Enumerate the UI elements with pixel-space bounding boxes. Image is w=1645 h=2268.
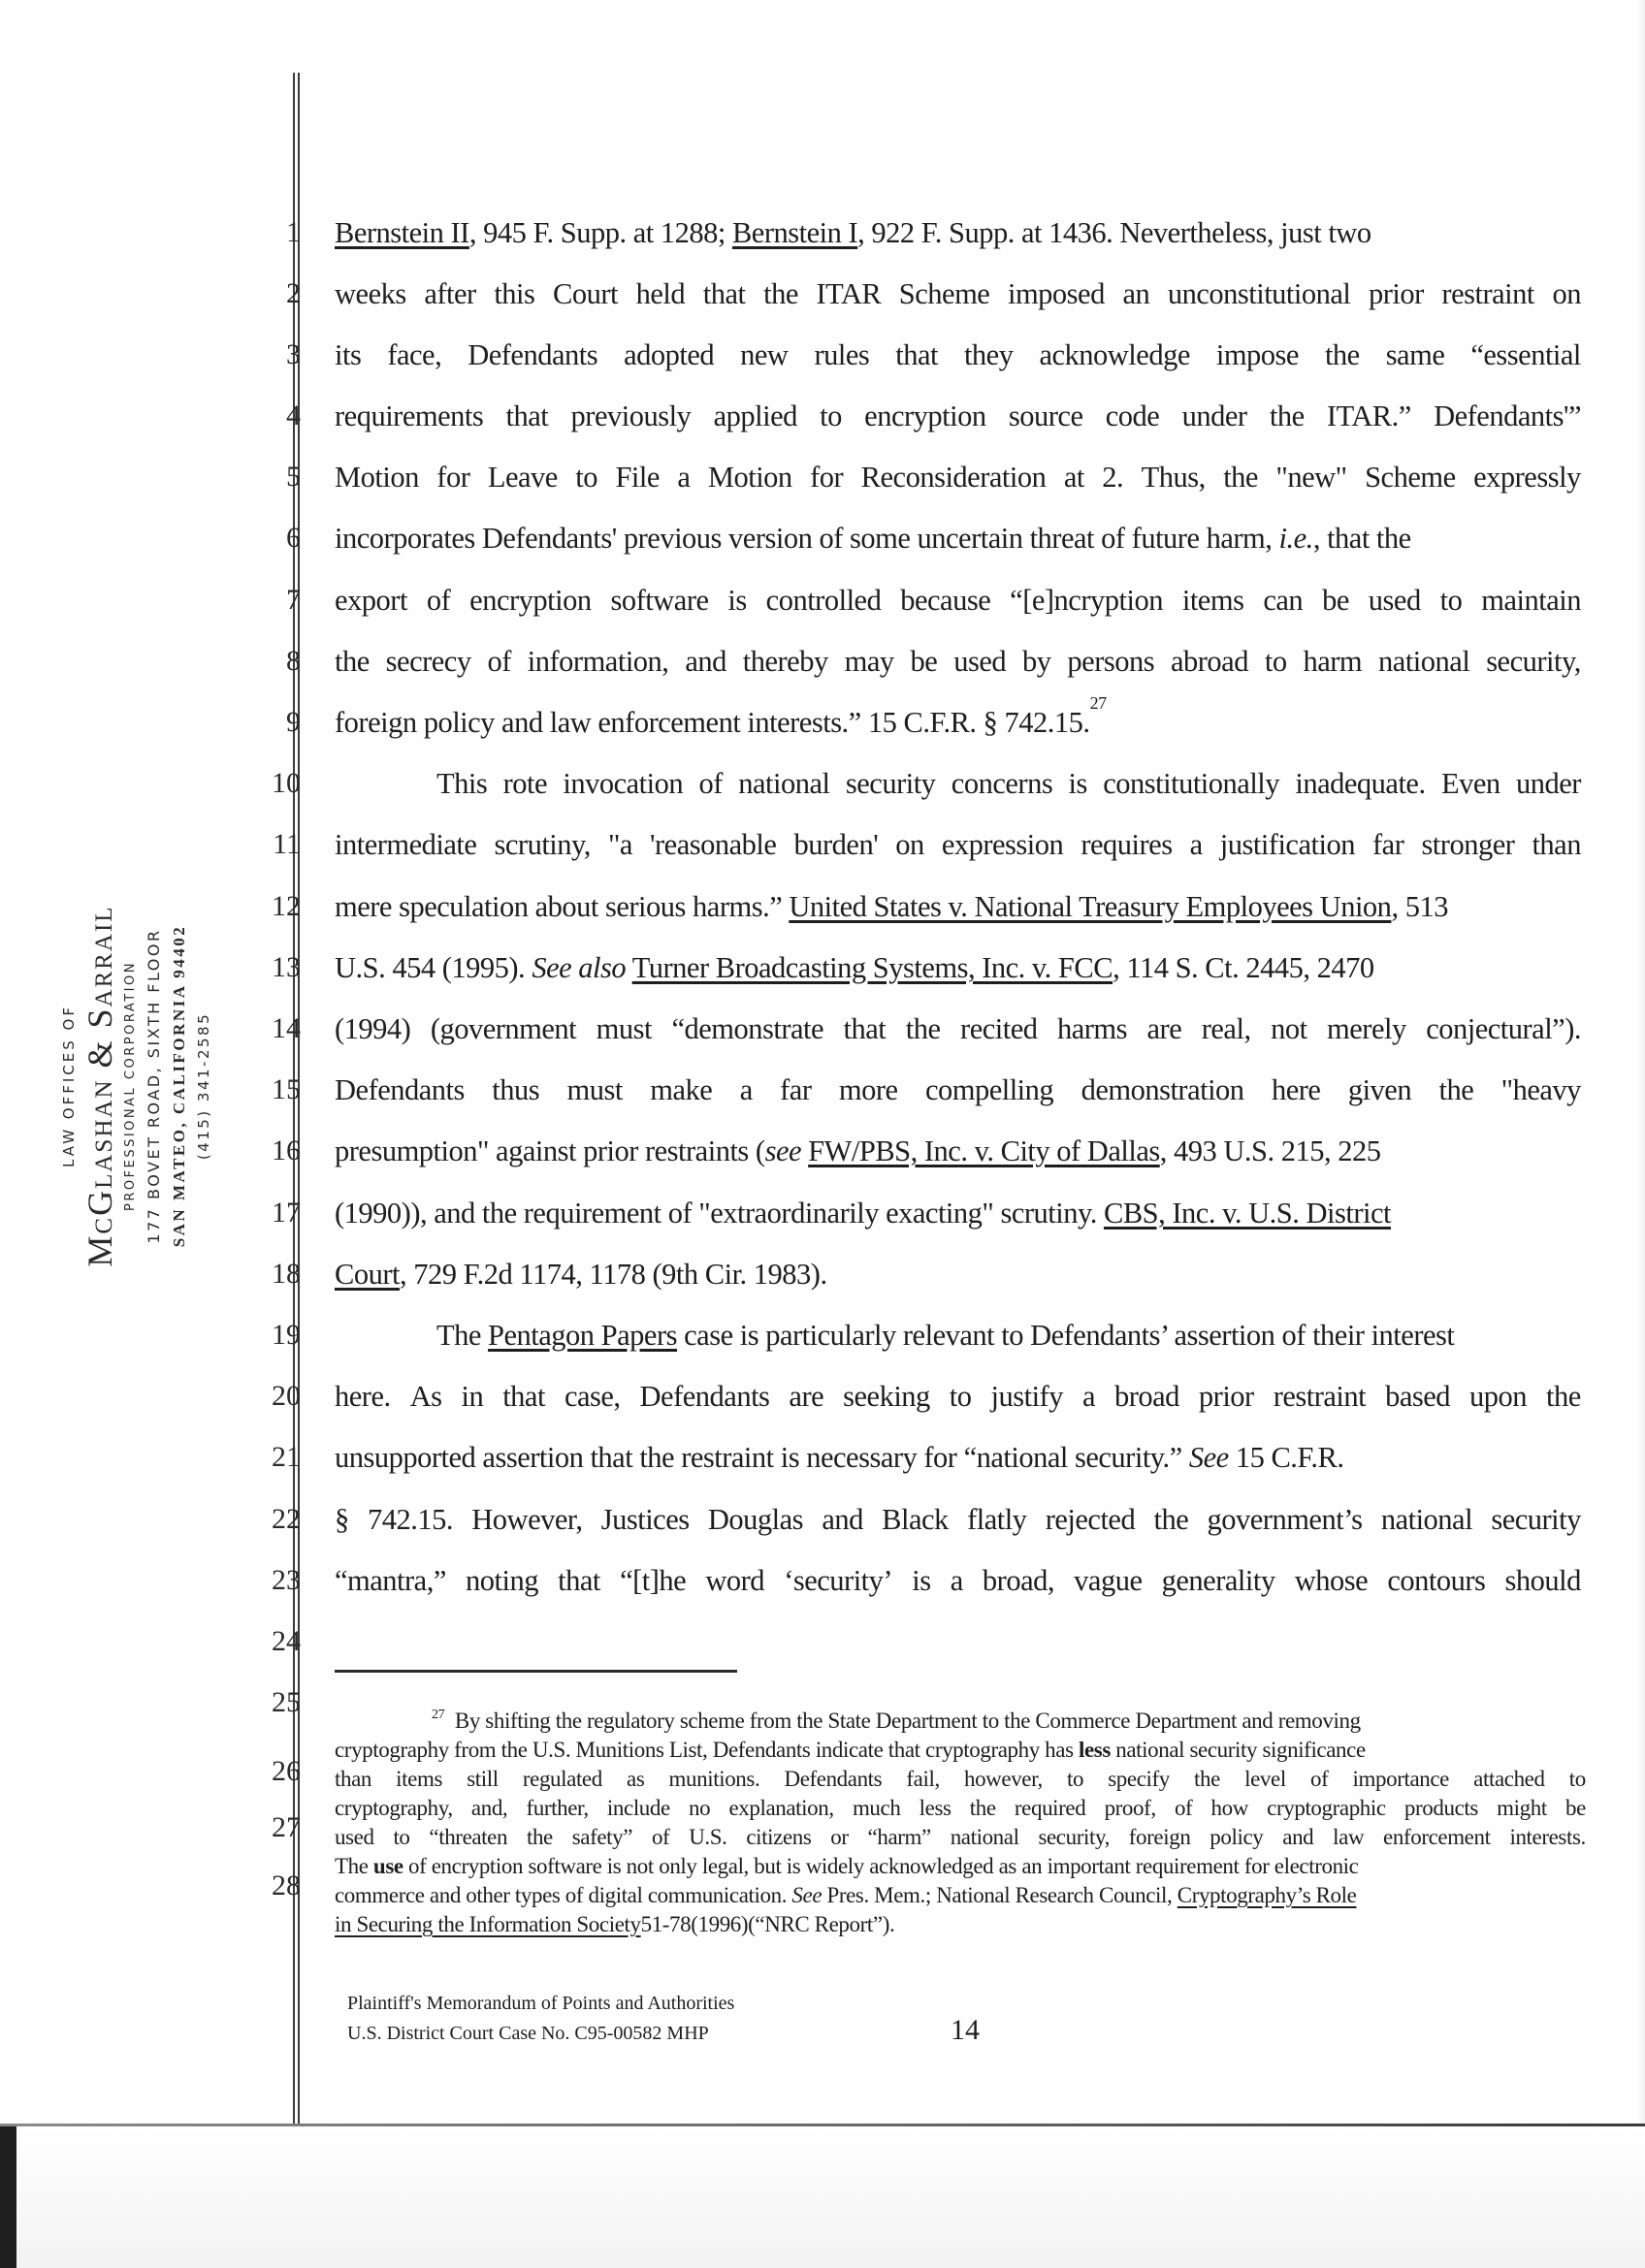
citation-bernstein-ii: Bernstein II	[335, 216, 469, 249]
text-line-9: foreign policy and law enforcement interests.” 15 C.F.R. § 742.15. 27	[335, 703, 1581, 742]
line-number: 21	[272, 1441, 301, 1473]
line-number: 6	[286, 522, 301, 554]
line-number: 26	[272, 1755, 301, 1787]
text-line-11: intermediate scrutiny, "a 'reasonable burden' on expression requires a justification far stronger than	[335, 828, 1581, 861]
line-number: 2	[286, 277, 301, 309]
citation-fwpbs: FW/PBS, Inc. v. City of Dallas	[808, 1134, 1160, 1167]
line-number: 20	[272, 1380, 301, 1412]
text-line-5: Motion for Leave to File a Motion for Reconsideration at 2. Thus, the "new" Scheme expressly	[335, 461, 1581, 494]
line-number: 5	[286, 461, 301, 493]
line-number: 25	[272, 1686, 301, 1718]
letterhead-law-offices: LAW OFFICES OF	[60, 1005, 78, 1167]
line-number: 10	[272, 767, 301, 799]
page-edge-shadow	[1637, 0, 1645, 2124]
footnote-line-7: commerce and other types of digital communication. See Pres. Mem.; National Research Council, Cryptography’s Role	[335, 1883, 1357, 1907]
scanner-border	[0, 2126, 16, 2268]
text-line-20: here. As in that case, Defendants are seeking to justify a broad prior restraint based upon the	[335, 1380, 1581, 1413]
line-number: 12	[272, 890, 301, 922]
line-number: 15	[272, 1073, 301, 1105]
letterhead-city: SAN MATEO, CALIFORNIA 94402	[170, 924, 188, 1248]
text-line-19: The Pentagon Papers case is particularly relevant to Defendants’ assertion of their interest	[436, 1319, 1455, 1352]
line-number: 24	[272, 1625, 301, 1657]
line-number: 28	[272, 1869, 301, 1901]
footnote-line-2: cryptography from the U.S. Munitions List, Defendants indicate that cryptography has less national security significance	[335, 1738, 1366, 1762]
line-number: 4	[286, 399, 301, 431]
citation-nrc-report-cont: in Securing the Information Society	[335, 1912, 641, 1936]
citation-nteu: United States v. National Treasury Employees Union	[789, 890, 1392, 923]
line-number: 11	[273, 828, 301, 860]
text-line-8: the secrecy of information, and thereby may be used by persons abroad to harm national security,	[335, 645, 1581, 678]
line-number: 17	[272, 1197, 301, 1229]
line-number: 19	[272, 1319, 301, 1351]
text-line-23: “mantra,” noting that “[t]he word ‘security’ is a broad, vague generality whose contours should	[335, 1564, 1581, 1597]
footnote-separator	[335, 1670, 737, 1673]
text-line-1: Bernstein II, 945 F. Supp. at 1288; Bernstein I, 922 F. Supp. at 1436. Nevertheless, just two	[335, 216, 1371, 249]
line-number: 3	[286, 338, 301, 370]
footnote-line-1: $^{27}$ By shifting the regulatory scheme from the State Department to the Commerce Department and removing	[432, 1708, 1361, 1733]
text-line-12: mere speculation about serious harms.” United States v. National Treasury Employees Union, 513	[335, 890, 1448, 923]
text-line-6: incorporates Defendants' previous version of some uncertain threat of future harm, i.e., that the	[335, 522, 1411, 555]
footnote-number: 27	[432, 1708, 445, 1722]
text-line-2: weeks after this Court held that the ITAR Scheme imposed an unconstitutional prior restraint on	[335, 277, 1581, 310]
line-number: 22	[272, 1503, 301, 1535]
letterhead-corporation: PROFESSIONAL CORPORATION	[123, 961, 138, 1211]
line-number: 18	[272, 1258, 301, 1290]
text-line-16: presumption" against prior restraints (see FW/PBS, Inc. v. City of Dallas, 493 U.S. 215, 225	[335, 1134, 1381, 1167]
line-number: 13	[272, 951, 301, 983]
text-line-7: export of encryption software is controlled because “[e]ncryption items can be used to maintain	[335, 584, 1581, 617]
line-number: 7	[286, 584, 301, 616]
line-number: 14	[272, 1012, 301, 1044]
text-line-3: its face, Defendants adopted new rules that they acknowledge impose the same “essential	[335, 338, 1581, 371]
citation-pentagon-papers: Pentagon Papers	[488, 1319, 677, 1352]
footnote-line-5: used to “threaten the safety” of U.S. citizens or “harm” national security, foreign policy and law enforcement interests.	[335, 1825, 1586, 1849]
text-line-17: (1990)), and the requirement of "extraordinarily exacting" scrutiny. CBS, Inc. v. U.S. District	[335, 1197, 1391, 1230]
letterhead-phone: (415) 341-2585	[195, 1011, 212, 1161]
text-line-4: requirements that previously applied to encryption source code under the ITAR.” Defendants'”	[335, 399, 1581, 432]
footnote-line-4: cryptography, and, further, include no explanation, much less the required proof, of how cryptographic products might be	[335, 1796, 1586, 1820]
citation-bernstein-i: Bernstein I	[731, 216, 858, 249]
footer-case-number: U.S. District Court Case No. C95-00582 MHP	[347, 2023, 709, 2044]
text-line-21: unsupported assertion that the restraint is necessary for “national security.” See 15 C.F.R.	[335, 1441, 1344, 1474]
text-line-15: Defendants thus must make a far more compelling demonstration here given the "heavy	[335, 1073, 1581, 1106]
scan-background	[16, 2126, 1645, 2268]
footnote-line-3: than items still regulated as munitions. Defendants fail, however, to specify the level of importance attached to	[335, 1767, 1586, 1791]
line-number: 27	[272, 1811, 301, 1843]
citation-nrc-report: Cryptography’s Role	[1177, 1883, 1357, 1907]
letterhead-address: 177 BOVET ROAD, SIXTH FLOOR	[145, 928, 163, 1244]
footnote-ref-27[interactable]: 27	[1089, 693, 1107, 713]
firm-letterhead	[58, 853, 242, 1319]
text-line-10: This rote invocation of national security concerns is constitutionally inadequate. Even under	[436, 767, 1581, 800]
footnote-line-6: The use of encryption software is not only legal, but is widely acknowledged as an important requirement for electronic	[335, 1854, 1359, 1878]
letterhead-firm-name: McGlashan & Sarrail	[81, 905, 119, 1267]
line-number: 23	[272, 1564, 301, 1596]
line-number: 1	[286, 216, 301, 248]
citation-cbs: CBS, Inc. v. U.S. District	[1104, 1197, 1391, 1230]
line-number: 9	[286, 706, 301, 738]
footnote-line-8: in Securing the Information Society 51-78(1996)(“NRC Report”).	[335, 1910, 1586, 1939]
footer-document-title: Plaintiff's Memorandum of Points and Authorities	[347, 1993, 735, 2014]
text-line-18: Court , 729 F.2d 1174, 1178 (9th Cir. 1983).	[335, 1255, 1581, 1294]
citation-cbs-cont: Court	[335, 1258, 400, 1291]
page-number: 14	[951, 2014, 980, 2046]
citation-turner: Turner Broadcasting Systems, Inc. v. FCC	[631, 951, 1113, 984]
text-line-14: (1994) (government must “demonstrate that the recited harms are real, not merely conjectural”).	[335, 1012, 1581, 1045]
text-line-22: § 742.15. However, Justices Douglas and Black flatly rejected the government’s national security	[335, 1503, 1581, 1536]
text-line-13: U.S. 454 (1995). See also Turner Broadcasting Systems, Inc. v. FCC, 114 S. Ct. 2445, 2470	[335, 951, 1374, 984]
line-number: 8	[286, 645, 301, 677]
line-number: 16	[272, 1134, 301, 1166]
